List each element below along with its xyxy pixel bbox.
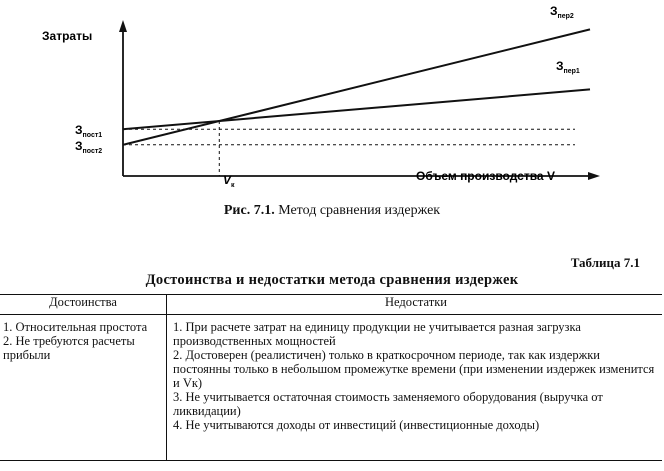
list-item: 3. Не учитывается остаточная стоимость заменяемого оборудования (выручка от ликвидации) (173, 390, 603, 418)
list-item: 1. При расчете затрат на единицу продукции не учитывается разная загрузка производственных мощностей (173, 320, 581, 348)
disadvantages-cell (167, 315, 663, 461)
list-item: 2. Достоверен (реалистичен) только в краткосрочном периоде, так как издержки постоянны только в небольшом промежутке времени (при изменении издержек изменится и Vк) (173, 348, 655, 390)
table-title: Достоинства и недостатки метода сравнения издержек (145, 272, 519, 288)
y-axis-title: Затраты (42, 29, 93, 43)
list-item: 4. Не учитываются доходы от инвестиций (инвестиционные доходы) (173, 418, 540, 432)
figure-caption-text: Метод сравнения издержек (278, 203, 441, 218)
pros-cons-table (0, 294, 662, 461)
series-line-z-per1 (123, 89, 590, 129)
label-z-per2: $З_{пер2}$ (550, 4, 574, 20)
label-z-per1: $З_{пер1}$ (556, 59, 580, 75)
y-axis-arrow (119, 20, 127, 32)
table-number: Таблица 7.1 (570, 255, 640, 270)
cost-comparison-chart (0, 0, 664, 205)
figure-caption (0, 203, 664, 219)
label-z-post2: $З_{пост2}$ (75, 139, 103, 155)
series-line-z-per2 (123, 29, 590, 144)
x-axis-title: Объем производства V (416, 169, 555, 183)
label-vk: $V_к$ (223, 173, 235, 189)
label-z-post1: $З_{пост1}$ (75, 123, 103, 139)
header-advantages: Достоинства (0, 295, 167, 315)
figure-number: Рис. 7.1. (223, 203, 275, 218)
list-item: 1. Относительная простота (3, 320, 148, 334)
x-axis-arrow (588, 172, 600, 180)
header-disadvantages: Недостатки (167, 295, 663, 315)
list-item: 2. Не требуются расчеты прибыли (3, 334, 135, 362)
advantages-cell (0, 315, 167, 461)
